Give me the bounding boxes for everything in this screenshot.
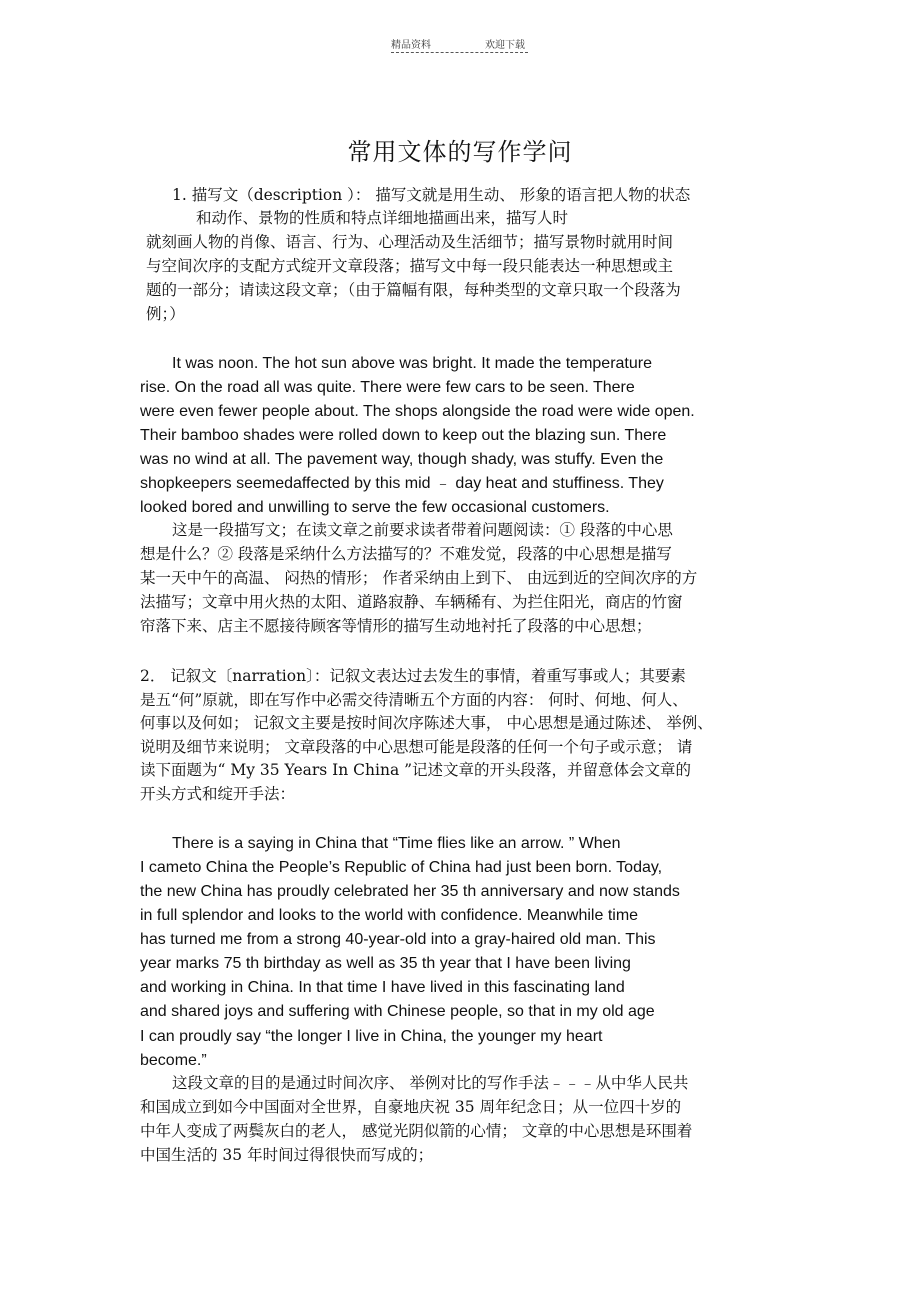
text-line: 何事以及何如； 记叙文主要是按时间次序陈述大事， 中心思想是通过陈述、 举例、 — [140, 714, 713, 732]
page-title: 常用文体的写作学问 — [347, 138, 573, 166]
text-line: 这段文章的目的是通过时间次序、 举例对比的写作手法﹣﹣﹣从中华人民共 — [172, 1074, 689, 1092]
text-line: looked bored and unwilling to serve the few occasional customers. — [140, 499, 610, 516]
text-line: the new China has proudly celebrated her 35 th anniversary and now stands — [140, 883, 680, 900]
text-line: was no wind at all. The pavement way, though shady, was stuffy. Even the — [140, 451, 664, 468]
text-line: rise. On the road all was quite. There were few cars to be seen. There — [140, 379, 635, 396]
text-line: 读下面题为“ My 35 Years In China ”记述文章的开头段落，并留意体会文章的 — [140, 761, 692, 779]
text-line: has turned me from a strong 40-year-old into a gray-haired old man. This — [140, 931, 656, 948]
text-line: 和国成立到如今中国面对全世界，自豪地庆祝 35 周年纪念日；从一位四十岁的 — [140, 1098, 682, 1116]
text-line: and shared joys and suffering with Chinese people, so that in my old age — [140, 1003, 655, 1020]
text-line: 中年人变成了两鬓灰白的老人， 感觉光阴似箭的心情； 文章的中心思想是环围着 — [140, 1122, 693, 1140]
text-line: I can proudly say “the longer I live in China, the younger my heart — [140, 1028, 603, 1045]
text-line: 是五“何”原就，即在写作中必需交待清晰五个方面的内容： 何时、何地、何人、 — [140, 691, 688, 709]
text-line: 想是什么？② 段落是采纳什么方法描写的？不难发觉，段落的中心思想是描写 — [140, 545, 672, 563]
text-line: 1. 描写文（description ）： 描写文就是用生动、 形象的语言把人物的状态 — [172, 186, 691, 204]
header-left-text: 精品资料 — [391, 40, 431, 51]
text-line: year marks 75 th birthday as well as 35 th year that I have been living — [140, 955, 631, 972]
text-line: 题的一部分；请读这段文章；（由于篇幅有限，每种类型的文章只取一个段落为 — [146, 281, 681, 299]
text-line: 这是一段描写文；在读文章之前要求读者带着问题阅读：① 段落的中心思 — [172, 521, 673, 539]
text-line: in full splendor and looks to the world with confidence. Meanwhile time — [140, 907, 639, 924]
text-line: 就刻画人物的肖像、语言、行为、心理活动及生活细节；描写景物时就用时间 — [146, 233, 674, 251]
text-line: 某一天中午的高温、 闷热的情形； 作者采纳由上到下、 由远到近的空间次序的方 — [140, 569, 698, 587]
text-line: 2． 记叙文〔narration〕：记叙文表达过去发生的事情，着重写事或人；其要素 — [140, 667, 686, 685]
text-line: 和动作、景物的性质和特点详细地描画出来，描写人时 — [196, 209, 569, 227]
text-line: Their bamboo shades were rolled down to keep out the blazing sun. There — [140, 427, 667, 444]
text-line: 说明及细节来说明； 文章段落的中心思想可能是段落的任何一个句子或示意； 请 — [140, 738, 693, 756]
text-line: and working in China. In that time I have lived in this fascinating land — [140, 979, 625, 996]
text-line: 帘落下来、店主不愿接待顾客等情形的描写生动地衬托了段落的中心思想； — [140, 617, 652, 635]
text-line: It was noon. The hot sun above was bright. It made the temperature — [172, 355, 652, 372]
text-line: shopkeepers seemedaffected by this mid ﹣ day heat and stuffiness. They — [140, 475, 664, 492]
header-divider — [391, 52, 528, 53]
header-right-text: 欢迎下载 — [485, 40, 525, 51]
text-line: There is a saying in China that “Time flies like an arrow. ” When — [172, 835, 621, 852]
text-line: were even fewer people about. The shops alongside the road were wide open. — [140, 403, 695, 420]
text-line: I cameto China the People’s Republic of China had just been born. Today, — [140, 859, 663, 876]
text-line: become.” — [140, 1052, 207, 1069]
text-line: 例；） — [146, 305, 185, 323]
text-line: 与空间次序的支配方式绽开文章段落；描写文中每一段只能表达一种思想或主 — [146, 257, 674, 275]
text-line: 开头方式和绽开手法： — [140, 785, 296, 803]
text-line: 法描写；文章中用火热的太阳、道路寂静、车辆稀有、为拦住阳光，商店的竹窗 — [140, 593, 683, 611]
text-line: 中国生活的 35 年时间过得很快而写成的； — [140, 1146, 434, 1164]
